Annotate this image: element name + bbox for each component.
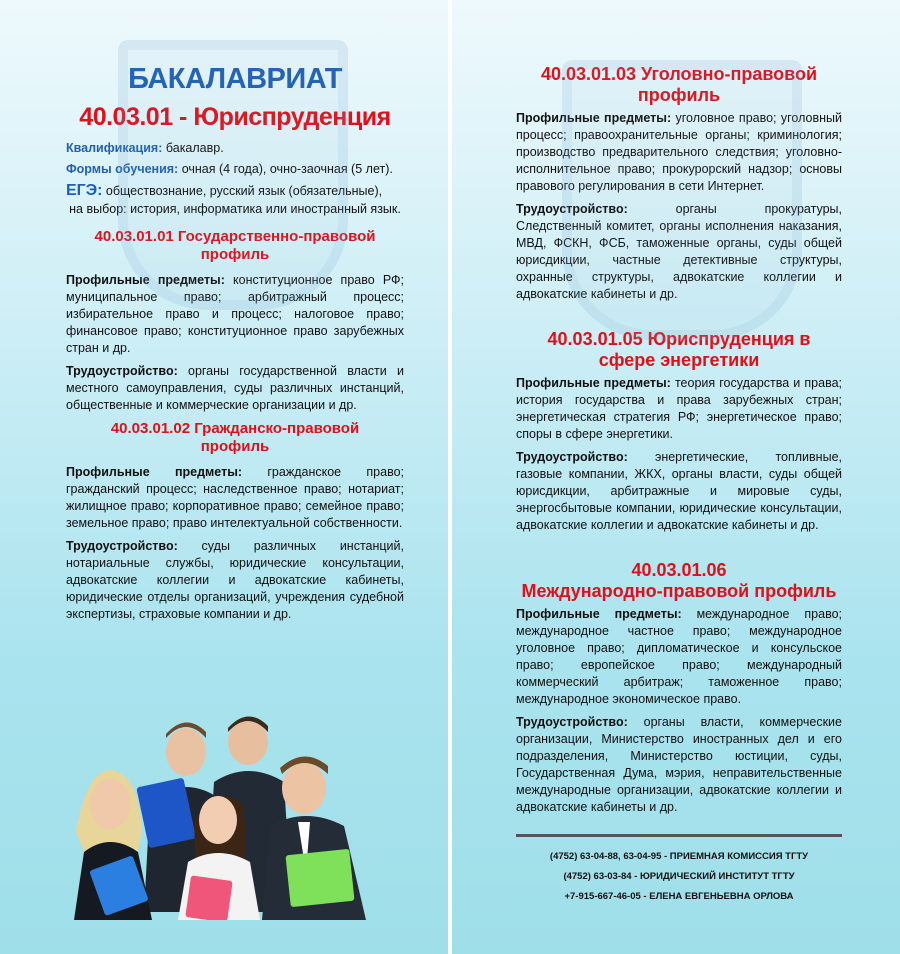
program-code-title: 40.03.01 - Юриспруденция	[79, 103, 391, 131]
subjects-text: конституционное право РФ; муниципальное право; арбитражный процесс; избирательное право и процесс; налоговое право; финансовое право; конституционное право зарубежных стран и др.	[66, 273, 405, 355]
profile-title-code: 40.03.01.06	[631, 560, 727, 580]
profile-jobs	[66, 538, 404, 623]
jobs-label: Трудоустройство:	[516, 715, 628, 729]
contacts-divider	[516, 834, 842, 837]
profile-title: 40.03.01.02 Гражданско-правовой профиль	[110, 420, 360, 455]
watermark-shield-icon	[562, 60, 802, 340]
jobs-label: Трудоустройство:	[516, 202, 628, 216]
ege-value: обществознание, русский язык (обязательные),	[102, 184, 383, 198]
profile-jobs	[66, 363, 404, 414]
jobs-text: органы прокуратуры, Следственный комитет, органы исполнения наказания, МВД, ФСКН, ФСБ, таможенные органы, суды общей юрисдикции, частные детективные структуры, охранные структуры, адвокатские коллегии и адвокатские кабинеты и др.	[516, 202, 842, 301]
jobs-label: Трудоустройство:	[516, 450, 628, 464]
subjects-label: Профильные предметы:	[66, 273, 225, 287]
qualification-value: бакалавр.	[162, 141, 224, 155]
watermark-shield-icon	[118, 40, 348, 310]
contact-admissions: (4752) 63-04-88, 63-04-95 - ПРИЕМНАЯ КОМИССИЯ ТГТУ	[549, 851, 809, 862]
subjects-label: Профильные предметы:	[516, 607, 682, 621]
study-forms-label: Формы обучения:	[66, 162, 179, 176]
subjects-text: теория государства и права; история государства и права зарубежных стран; энергетическая стратегия РФ; энергетическое право; споры в сфере энергетики.	[516, 376, 842, 441]
subjects-label: Профильные предметы:	[66, 465, 243, 479]
contact-law-institute: (4752) 63-03-84 - ЮРИДИЧЕСКИЙ ИНСТИТУТ ТГТУ	[563, 871, 795, 882]
ege-choice: на выбор: история, информатика или иностранный язык.	[69, 202, 401, 216]
profile-jobs	[516, 449, 842, 534]
profile-title: 40.03.01.05 Юриспруденция в сфере энергетики	[547, 329, 811, 370]
ege-label: ЕГЭ:	[66, 182, 103, 199]
right-panel	[452, 0, 900, 954]
profile-title: Международно-правовой профиль	[521, 581, 837, 601]
jobs-text: энергетические, топливные, газовые компании, ЖКХ, органы власти, суды общей юрисдикции, арбитражные и мировые суды, энергосбытовые компании, юридические консультации, адвокатские коллегии и адвокатские кабинеты и др.	[516, 450, 842, 532]
qualification-label: Квалификация:	[66, 141, 163, 155]
subjects-text: гражданское право; гражданский процесс; наследственное право; нотариат; жилищное право; корпоративное право; семейное право; земельное право; право интелектуальной собственности.	[66, 465, 405, 530]
subjects-label: Профильные предметы:	[516, 111, 672, 125]
students-group-photo	[66, 712, 386, 920]
subjects-label: Профильные предметы:	[516, 376, 671, 390]
profile-section	[516, 329, 842, 534]
jobs-text: органы власти, коммерческие организации, Министерство иностранных дел и его подразделения, Министерство юстиции, суды, Государственная Дума, мэрия, неправительственные международные организации, адвокатские коллегии и адвокатские кабинеты и др.	[516, 715, 842, 814]
profile-subjects	[66, 464, 404, 532]
profile-jobs	[516, 714, 842, 816]
profile-title: 40.03.01.01 Государственно-правовой профиль	[94, 228, 376, 263]
profile-section	[516, 560, 842, 816]
jobs-text: органы государственной власти и местного самоуправления, суды различных инстанций, общественные и коммерческие организации и др.	[66, 364, 404, 412]
subjects-text: международное право; международное частное право; международное уголовное право; дипломатическое и консульское право; европейское право; международный коммерческий арбитраж; таможенное право; международное экономическое право.	[516, 607, 842, 706]
contact-person: +7-915-667-46-05 - ЕЛЕНА ЕВГЕНЬЕВНА ОРЛОВА	[564, 891, 794, 902]
jobs-label: Трудоустройство:	[66, 364, 178, 378]
profile-subjects	[516, 606, 842, 708]
jobs-text: суды различных инстанций, нотариальные службы, юридические консультации, адвокатские коллегии и адвокатские кабинеты, юридические отделы организаций, учреждения судебной экспертизы, страховые компании и др.	[66, 539, 404, 621]
subjects-text: уголовное право; уголовный процесс; правоохранительные органы; криминология; производство предварительного следствия; уголовно-исполнительное право; прокурорский надзор; основы правового регулирования в сети Интернет.	[516, 111, 843, 193]
jobs-label: Трудоустройство:	[66, 539, 178, 553]
profile-subjects	[516, 375, 842, 443]
profile-title: 40.03.01.03 Уголовно-правовой профиль	[540, 64, 818, 105]
study-forms-value: очная (4 года), очно-заочная (5 лет).	[178, 162, 393, 176]
page-title: БАКАЛАВРИАТ	[128, 63, 342, 95]
profile-section	[66, 420, 404, 623]
